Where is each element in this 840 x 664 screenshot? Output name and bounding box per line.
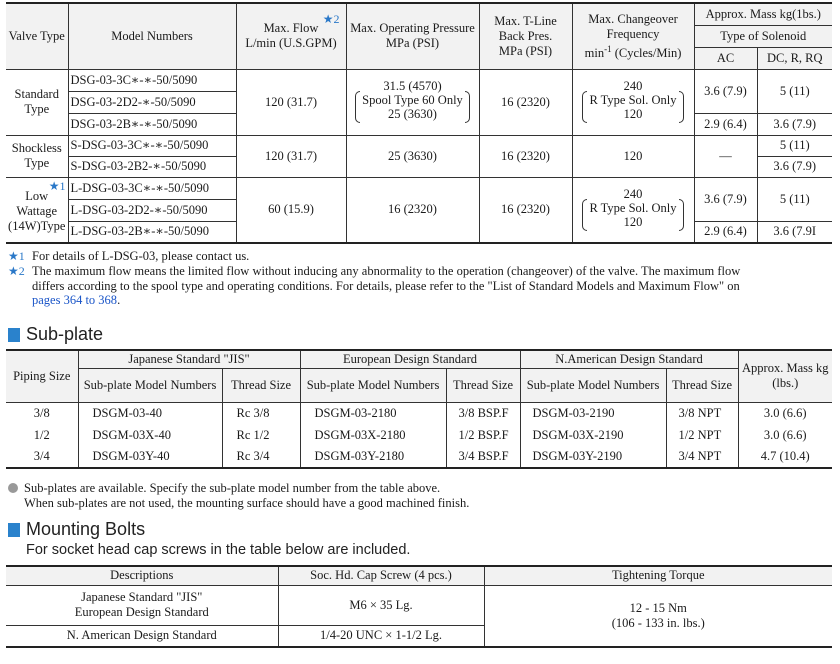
section-marker-icon bbox=[8, 523, 20, 537]
model-number: L-DSG-03-3C∗-∗-50/5090 bbox=[68, 177, 236, 199]
low-wattage-pressure: 16 (2320) bbox=[346, 177, 479, 243]
shockless-dc-mass-2: 3.6 (7.9) bbox=[757, 156, 832, 177]
subplate-note: Sub-plates are available. Specify the sub-plate model number from the table above. When sub-plates are not used, the mounting surface should have a good machined finish. bbox=[8, 481, 469, 510]
model-number: S-DSG-03-2B2-∗-50/5090 bbox=[68, 156, 236, 177]
header-european: European Design Standard bbox=[300, 350, 520, 368]
header-piping-size: Piping Size bbox=[6, 350, 78, 402]
shockless-flow: 120 (31.7) bbox=[236, 135, 346, 177]
shockless-type-label: Shockless Type bbox=[6, 135, 68, 177]
shockless-frequency: 120 bbox=[572, 135, 694, 177]
header-na-model: Sub-plate Model Numbers bbox=[520, 368, 666, 402]
header-jis-model: Sub-plate Model Numbers bbox=[78, 368, 222, 402]
header-cap-screw: Soc. Hd. Cap Screw (4 pcs.) bbox=[278, 566, 484, 585]
header-torque: Tightening Torque bbox=[484, 566, 832, 585]
standard-dc-mass: 5 (11) bbox=[757, 69, 832, 113]
low-wattage-dc-mass-2: 3.6 (7.9I bbox=[757, 221, 832, 243]
standard-frequency bbox=[572, 69, 694, 135]
standard-pressure bbox=[346, 69, 479, 135]
footnote-2: ★2 The maximum flow means the limited flow without inducing any abnormality to the operation (changeover) of the valve. The maximum flow differs according to the spool type and operating conditions. For details, please refer to the "List of Standard Models and Maximum Flow" on pages 364 to 368. bbox=[8, 264, 741, 307]
standard-ac-mass: 3.6 (7.9) bbox=[694, 69, 757, 113]
table-row: 3/8 DSGM-03-40 Rc 3/8 DSGM-03-2180 3/8 BSP.F DSGM-03-2190 3/8 NPT 3.0 (6.6) bbox=[6, 402, 832, 424]
model-number: L-DSG-03-2B∗-∗-50/5090 bbox=[68, 221, 236, 243]
header-max-changeover: Max. Changeover Frequency $\min^{-1}$ (Cycles/Min) bbox=[572, 3, 694, 69]
standard-tline: 16 (2320) bbox=[479, 69, 572, 135]
low-wattage-dc-mass: 5 (11) bbox=[757, 177, 832, 221]
bolts-table bbox=[6, 565, 832, 648]
standard-dc-mass-2: 3.6 (7.9) bbox=[757, 113, 832, 135]
header-eu-model: Sub-plate Model Numbers bbox=[300, 368, 446, 402]
header-max-tline: Max. T-Line Back Pres. MPa (PSI) bbox=[479, 3, 572, 69]
shockless-ac-mass: — bbox=[694, 135, 757, 177]
header-approx-mass: Approx. Mass kg(1bs.) bbox=[694, 3, 832, 25]
header-dc: DC, R, RQ bbox=[757, 47, 832, 69]
subplate-table bbox=[6, 349, 832, 469]
header-n-american: N.American Design Standard bbox=[520, 350, 738, 368]
low-wattage-tline: 16 (2320) bbox=[479, 177, 572, 243]
header-jis: Japanese Standard "JIS" bbox=[78, 350, 300, 368]
pages-link[interactable]: pages 364 to 368 bbox=[32, 293, 118, 307]
standard-ac-mass-2: 2.9 (6.4) bbox=[694, 113, 757, 135]
header-type-of-solenoid: Type of Solenoid bbox=[694, 25, 832, 47]
valve-spec-table bbox=[6, 2, 832, 244]
frequency-bracket: 240 R Type Sol. Only 120 bbox=[582, 185, 683, 231]
standard-flow: 120 (31.7) bbox=[236, 69, 346, 135]
bullet-icon bbox=[8, 483, 18, 493]
header-model-numbers: Model Numbers bbox=[68, 3, 236, 69]
model-number: DSG-03-2B∗-∗-50/5090 bbox=[68, 113, 236, 135]
header-jis-thread: Thread Size bbox=[222, 368, 300, 402]
torque-value: 12 - 15 Nm (106 - 133 in. lbs.) bbox=[484, 585, 832, 647]
low-wattage-frequency bbox=[572, 177, 694, 243]
low-wattage-ac-mass-2: 2.9 (6.4) bbox=[694, 221, 757, 243]
table-row: 3/4 DSGM-03Y-40 Rc 3/4 DSGM-03Y-2180 3/4 BSP.F DSGM-03Y-2190 3/4 NPT 4.7 (10.4) bbox=[6, 446, 832, 468]
shockless-pressure: 25 (3630) bbox=[346, 135, 479, 177]
header-descriptions: Descriptions bbox=[6, 566, 278, 585]
frequency-bracket: 240 R Type Sol. Only 120 bbox=[582, 77, 683, 123]
header-na-thread: Thread Size bbox=[666, 368, 738, 402]
footnote-2-marker: ★2 bbox=[322, 12, 340, 26]
model-number: DSG-03-2D2-∗-50/5090 bbox=[68, 91, 236, 113]
footnote-1: ★1 For details of L-DSG-03, please contact us. bbox=[8, 249, 250, 263]
model-number: L-DSG-03-2D2-∗-50/5090 bbox=[68, 199, 236, 221]
header-max-flow: ★2 Max. Flow L/min (U.S.GPM) bbox=[236, 3, 346, 69]
table-row: 1/2 DSGM-03X-40 Rc 1/2 DSGM-03X-2180 1/2 BSP.F DSGM-03X-2190 1/2 NPT 3.0 (6.6) bbox=[6, 424, 832, 446]
model-number: S-DSG-03-3C∗-∗-50/5090 bbox=[68, 135, 236, 156]
low-wattage-type-label: ★1 Low Wattage (14W)Type bbox=[6, 177, 68, 243]
standard-type-label: Standard Type bbox=[6, 69, 68, 135]
shockless-tline: 16 (2320) bbox=[479, 135, 572, 177]
bolts-intro: For socket head cap screws in the table below are included. bbox=[26, 542, 411, 558]
bolts-section-title: Mounting Bolts bbox=[8, 519, 145, 540]
model-number: DSG-03-3C∗-∗-50/5090 bbox=[68, 69, 236, 91]
header-ac: AC bbox=[694, 47, 757, 69]
low-wattage-flow: 60 (15.9) bbox=[236, 177, 346, 243]
header-eu-thread: Thread Size bbox=[446, 368, 520, 402]
header-approx-mass: Approx. Mass kg (lbs.) bbox=[738, 350, 832, 402]
footnote-1-marker: ★1 bbox=[48, 178, 66, 193]
header-max-operating-pressure: Max. Operating Pressure MPa (PSI) bbox=[346, 3, 479, 69]
section-marker-icon bbox=[8, 328, 20, 342]
low-wattage-ac-mass: 3.6 (7.9) bbox=[694, 177, 757, 221]
table-row: Japanese Standard "JIS" European Design Standard M6 × 35 Lg. 12 - 15 Nm (106 - 133 in. lbs.) bbox=[6, 585, 832, 625]
pressure-bracket: 31.5 (4570) Spool Type 60 Only 25 (3630) bbox=[355, 77, 470, 123]
table-row: N. American Design Standard 1/4-20 UNC × 1-1/2 Lg. bbox=[6, 625, 832, 647]
shockless-dc-mass: 5 (11) bbox=[757, 135, 832, 156]
subplate-section-title: Sub-plate bbox=[8, 324, 103, 345]
header-valve-type: Valve Type bbox=[6, 3, 68, 69]
